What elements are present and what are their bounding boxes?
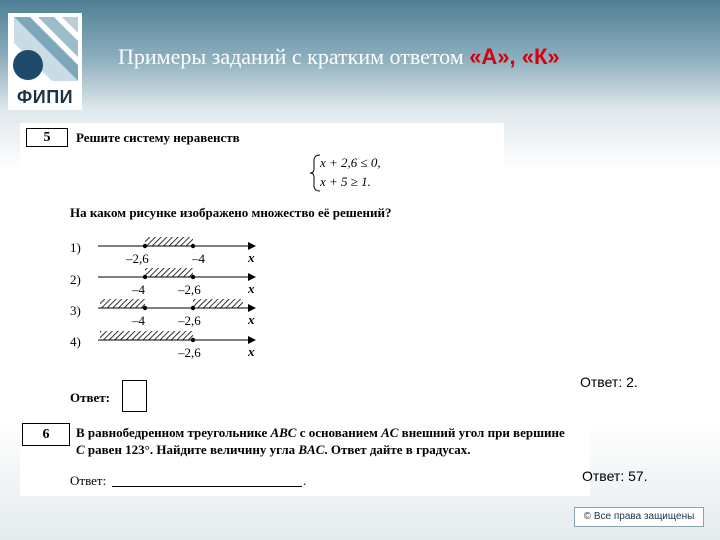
system-line-1: x + 2,6 ≤ 0, bbox=[320, 155, 381, 170]
logo-text: ФИПИ bbox=[16, 87, 74, 107]
tick-label: –4 bbox=[192, 251, 205, 266]
task-6-answer: Ответ: 57. bbox=[582, 468, 648, 484]
axis-arrow-icon bbox=[248, 273, 256, 281]
answer-line-dot: . bbox=[303, 473, 307, 488]
task-6-text-line-2: C равен 123°. Найдите величину угла BAC. Ответ дайте в градусах. bbox=[76, 442, 471, 457]
answer-label: Ответ: bbox=[70, 390, 111, 405]
task-5-answer: Ответ: 2. bbox=[580, 374, 638, 390]
task-6-card bbox=[20, 416, 590, 496]
tick-label: –2,6 bbox=[126, 251, 149, 266]
option-2-label: 2) bbox=[70, 272, 81, 287]
tick-label: –2,6 bbox=[178, 282, 201, 297]
copyright-badge: © Все права защищены bbox=[574, 507, 704, 527]
tick-label: –4 bbox=[132, 282, 145, 297]
title-highlight: «А», «К» bbox=[469, 44, 560, 69]
option-1-label: 1) bbox=[70, 240, 81, 255]
fipi-logo bbox=[8, 13, 82, 110]
axis-label: x bbox=[248, 250, 255, 265]
task-6-text-line-1: В равнобедренном треугольнике ABC с основанием AC внешний угол при вершине bbox=[76, 425, 565, 440]
axis-label: x bbox=[248, 281, 255, 296]
logo-emblem-icon bbox=[8, 13, 82, 87]
axis-arrow-icon bbox=[248, 304, 256, 312]
task-number-box: 6 bbox=[22, 423, 70, 446]
task-prompt: Решите систему неравенств bbox=[76, 130, 240, 145]
tick-label: –4 bbox=[132, 313, 145, 328]
tick-label: –2,6 bbox=[178, 313, 201, 328]
answer-line[interactable] bbox=[112, 486, 302, 487]
answer-box[interactable] bbox=[122, 380, 147, 412]
number-line-2 bbox=[98, 268, 256, 281]
option-3-label: 3) bbox=[70, 303, 81, 318]
task-6-answer-label: Ответ: bbox=[70, 473, 107, 488]
axis-label: x bbox=[248, 312, 255, 327]
number-line-1 bbox=[98, 237, 256, 250]
title-main: Примеры заданий с кратким ответом bbox=[118, 44, 470, 69]
axis-label: x bbox=[248, 344, 255, 359]
number-line-3 bbox=[98, 299, 256, 312]
system-line-2: x + 5 ≥ 1. bbox=[320, 174, 371, 189]
number-lines bbox=[20, 123, 504, 417]
tick-label: –2,6 bbox=[178, 345, 201, 360]
axis-arrow-icon bbox=[248, 242, 256, 250]
axis-arrow-icon bbox=[248, 336, 256, 344]
number-line-4 bbox=[98, 331, 256, 344]
task-5-card bbox=[20, 123, 504, 417]
task-question: На каком рисунке изображено множество её решений? bbox=[70, 205, 392, 220]
page-title bbox=[118, 44, 560, 70]
task-number-box: 5 bbox=[26, 128, 68, 147]
option-4-label: 4) bbox=[70, 334, 81, 349]
